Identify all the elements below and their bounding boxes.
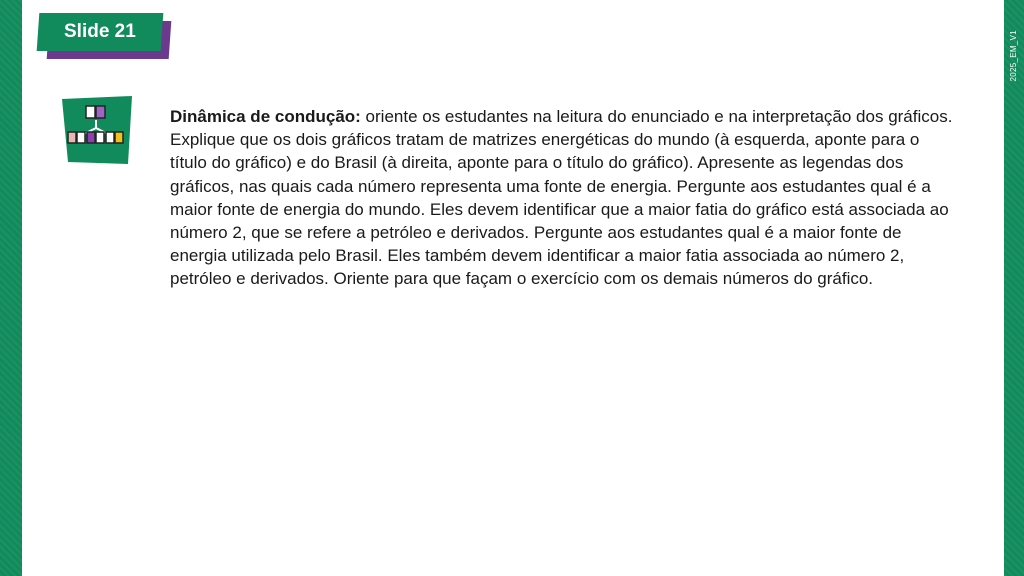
instruction-lead: Dinâmica de condução:	[170, 107, 361, 126]
slide-number-label: Slide 21	[64, 21, 136, 42]
left-decorative-bar	[0, 0, 22, 576]
slide-tag-box	[37, 13, 164, 51]
instruction-body: oriente os estudantes na leitura do enunciado e na interpretação dos gráficos. Explique que os dois gráficos tratam de matrizes energéticas do mundo (à esquerda, aponte para o título do gráfico) e do Brasil (à direita, aponte para o título do gráfico). Apresente as legendas dos gráficos, nas quais cada número representa uma fonte de energia. Pergunte aos estudantes qual é a maior fonte de energia do mundo. Eles devem identificar que a maior fatia do gráfico está associada ao número 2, que se refere a petróleo e derivados. Pergunte aos estudantes qual é a maior fonte de energia utilizada pelo Brasil. Eles também devem identificar a maior fatia associada ao número 2, petróleo e derivados. Oriente para que façam o exercício com os demais números do gráfico.	[170, 107, 953, 289]
slide-number-tag	[38, 13, 170, 59]
instruction-paragraph	[170, 105, 955, 291]
version-label: 2025_EM_V1	[1009, 30, 1018, 82]
group-activity-icon	[60, 96, 132, 164]
right-decorative-bar	[1004, 0, 1024, 576]
